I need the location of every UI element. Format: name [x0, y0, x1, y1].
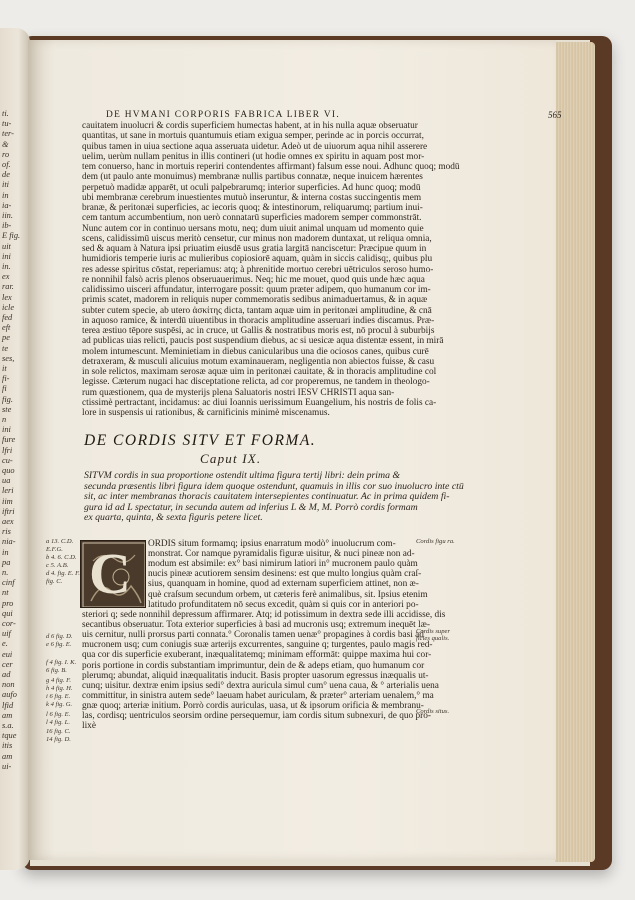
text-line: res adesse spiritus cōstat, reperiamus: atq; à phrenitide mortuo cerebri uētriculos seroso humo- — [82, 264, 434, 275]
margin-note: 16 fig. C. — [46, 728, 71, 735]
left-page-fragment: non — [2, 680, 15, 690]
left-page-fragment: ro — [2, 149, 10, 159]
text-line: humidioris temperie iuris ac mulieribus copiosiorē aquam, quàm in siccis calidisq;, quibus plu — [82, 254, 433, 265]
text-line: ORDIS situm formamq; ipsius enarratum modò° inuolucrum com- — [148, 539, 396, 549]
text-line: lixè — [82, 721, 96, 732]
text-line: quibus tamen in uiua sectione aqua asseruata uidetur. Adeò ut de uiuorum aqua nihil asserere — [82, 141, 428, 152]
chapter-number: Caput IX. — [200, 451, 262, 466]
margin-note: l 4 fig. L. — [46, 719, 70, 726]
left-page-fragment: leri — [2, 486, 14, 496]
margin-note: E.F.G. — [46, 546, 63, 553]
left-page-fragment: ini — [2, 425, 11, 435]
text-line: in sole relictos, maximam serosæ aquæ uim in peritonæi cauitate, & in thoracis amplitudine col — [82, 367, 437, 377]
left-page-fragment: nt — [2, 588, 9, 598]
text-line: cauitatem inuolucri & cordis superficiem humectas habent, at in his nulla aquæ obseruatur — [82, 121, 418, 131]
margin-note: 6 fig. B. — [46, 667, 67, 674]
left-page-fragment: uit — [2, 241, 11, 251]
left-page-fragment: fed — [2, 313, 13, 322]
margin-note: c 5. A.B. — [46, 562, 69, 569]
left-page-fragment: pro — [2, 598, 14, 608]
text-line: perpetuò madidæ apparēt, ut oculi palpebrarumq; interior superficies. Ad hunc quoq; modū — [82, 182, 421, 193]
margin-note: a 13. C.D. — [46, 538, 74, 545]
left-page-fragment: ini — [2, 251, 11, 261]
text-line: qua cor dis superficie exuberant, inæqualitatemq; minimam efformāt: quippe maxima hui cor- — [82, 650, 432, 661]
text-line: sit, ac inter membranas thoracis cauitatem intersepientes continuatur. Ac in prima quidem fi- — [84, 491, 450, 502]
text-line: uis cernitur, nulli prorsus parti connata.° Coronalis tamen uenæ° propagines à cordis basi ad — [82, 630, 424, 641]
text-line: monstrat. Cor namque pyramidalis figuræ uisitur, & nuci pineæ non ad- — [148, 549, 415, 560]
text-line: calidissimo uisceri affundatur, interrogare possit: quum præter adipem, quo humanum cor im- — [82, 285, 431, 295]
left-page-fragment: ex — [2, 272, 10, 282]
left-page-fragment: pe — [2, 333, 10, 343]
text-line: molem intumescunt. Meminietiam in diebus canicularibus una die ociosos canes, quibus curē — [82, 346, 429, 357]
left-page-fragment: te — [2, 343, 9, 353]
left-page-fragment: cor- — [2, 619, 16, 628]
text-line: secunda præsentis libri figura idem quoque ostendunt, quamuis in illis cor suo inuolucro inte ctū — [84, 480, 464, 492]
margin-note: Cordis figu ra. — [416, 538, 455, 545]
text-line: gura id ad L spectatur, in secunda autem ad inferius L & M, M. Porrò cordis formam — [84, 501, 418, 513]
left-page-fragment: cu- — [2, 455, 13, 465]
margin-note: h 4 fig. H. — [46, 685, 73, 692]
left-page-fragment: icle — [2, 302, 15, 312]
text-line: dem (ut paulo ante monuimus) membranæ nullis partibus connatæ, neque inuicem hærentes — [82, 172, 423, 183]
left-page-fragment: de — [2, 170, 10, 180]
left-page-fragment: quo — [2, 466, 15, 475]
left-page-fragment: n. — [2, 568, 9, 577]
text-line: in aquoso ramice, & interdū uiuentibus in thoracis amplitudine asseruari indies discamus. Præ- — [82, 315, 435, 326]
left-page-fragment: in — [2, 190, 9, 200]
text-line: las, cordisq; uentriculos seorsim ordine persequemur, iam cordis situm subnexuri, de quo pro- — [82, 711, 431, 721]
left-page-fragment: ti. — [2, 109, 9, 118]
text-line: sed & aquam à Natura ipsi priuatim eiusdē usus gratia largitā nanciscetur: Præcipue quum in — [82, 244, 427, 254]
left-page-fragment: fig. — [2, 394, 13, 404]
left-page-fragment: iftri — [2, 506, 15, 516]
text-line: scens, calidissimū uiscus meritò censetur, cur minus non madorem duntaxat, ut reliqua omnia, — [82, 233, 432, 244]
text-line: re nonnihil falsò acris plenos obseruauerimus. Neq; hic me mouet, quod quis unde hæc aqua — [82, 274, 425, 285]
text-line: primis scatet, madorem in reliquis nuper commemoratis sedibus animaduertamus, & in aquæ — [82, 295, 428, 306]
text-line: lore in suspensis ui rationibus, & carnificinis minimè miscenamus. — [82, 408, 330, 418]
left-page-fragment: nia- — [2, 537, 16, 547]
margin-note: e 6 fig. E. — [46, 641, 72, 648]
page-number: 565 — [548, 110, 562, 120]
decorated-initial — [80, 540, 146, 608]
left-page-fragment: fure — [2, 435, 16, 445]
text-line: ubi membranæ cerebrum inuestientes mutuò inseruntur, & interna costas succingentis mem — [82, 192, 422, 203]
margin-note: g 4 fig. F. — [46, 677, 71, 684]
text-line: latitudo profunditatem nō secus excedit, quàm si quis cor in anteriori po- — [148, 599, 419, 610]
left-page-fragment: ad — [2, 670, 11, 679]
text-line: rum quæstionem, qua de mysterijs plena Saluatoris nostri IESV CHRISTI aqua san- — [82, 387, 395, 398]
left-page-fragment: fi — [2, 384, 7, 394]
left-page-fragment: lfid — [2, 700, 14, 710]
text-line: plerumq; abundat, aliquid inæqualitatis inducit. Basis propter uasorum egressus inæqualis ut- — [82, 670, 429, 681]
margin-note: f 4 fig. I. K. — [46, 659, 77, 666]
text-line: branæ, & peritonæi superficies, ac iecoris quoq; & intestinorum, reliquarumq; partium inui- — [82, 203, 423, 213]
margin-note: d 6 fig. D. — [46, 633, 73, 640]
left-page-fragment: cer — [2, 659, 13, 669]
left-page-fragment: tu- — [2, 119, 12, 129]
left-page-fragment: E fig. — [2, 231, 21, 241]
text-line: legisse. Cæterum nugaci hac disceptatione relicta, ad cor properemus, ne tandem in theologo- — [82, 377, 430, 388]
text-line: cunq; uisitur. dextræ enim ipsius sedi° dextra auricula simul cum° uena caua, & ° arterialis uena — [82, 680, 439, 691]
left-page-fragment: aex — [2, 517, 14, 526]
text-line: ad publicas uias relicti, paucis post suspendium diebus, ac si uesicæ aqua distentæ essent, in mirā — [82, 336, 444, 347]
left-page-fragment: am — [2, 710, 13, 720]
text-line: sius, quanquam in homine, quod ad externam superficiem attinet, non æ- — [148, 579, 419, 590]
left-page-fragment: in. — [2, 262, 11, 271]
left-page — [0, 28, 30, 870]
text-line: quantitas, ut sane in mortuis quantumuis etiam exigua semper, perinde ac in porcis occurrat, — [82, 131, 424, 142]
left-page-fragment: ua — [2, 476, 11, 486]
initial-letter: C — [89, 541, 131, 606]
left-page-fragment: ia- — [2, 200, 12, 210]
left-page-fragment: eui — [2, 649, 13, 659]
text-line: committitur, in sinistra autem sede° laeuam habet auriculam, & præter° arteriam uenalem,° ma — [82, 690, 434, 701]
left-page-fragment: rar. — [2, 282, 14, 292]
left-page-fragment: uif — [2, 629, 11, 639]
running-head: DE HVMANI CORPORIS FABRICA LIBER VI. — [106, 110, 340, 120]
left-page-fragment: ib- — [2, 221, 12, 231]
margin-note: b 4. 6. C.D. — [46, 554, 77, 561]
left-page-fragment: lex — [2, 292, 12, 302]
text-line: modum est absimile: ex° basi nimirum latiori in° mucronem paulo quàm — [148, 559, 418, 570]
text-line: tem conuerso, hanc in mortuis reperiri contendentes affirmant) falsum esse noui. Adhunc quoq; modū — [82, 162, 460, 172]
left-page-fragment: itis — [2, 741, 13, 751]
margin-note: 14 fig. D. — [46, 736, 71, 743]
margin-note: i 6 fig. E. — [46, 693, 71, 700]
left-page-fragment: of. — [2, 160, 11, 169]
left-page-fragment: ste — [2, 404, 12, 414]
left-page-fragment: cinf — [2, 578, 15, 588]
margin-note: fig. C. — [46, 578, 63, 585]
left-page-fragment: ses, — [2, 353, 15, 363]
left-page-fragment: tque — [2, 731, 17, 741]
text-line: SITVM cordis in sua proportione ostendit ultima figura tertij libri: dein prima & — [84, 470, 401, 481]
text-line: steriori q; sede nonnihil depressum affirmarer. Atq; id potissimum in dextra sede illi accidisse, dis — [82, 610, 446, 620]
text-line: nucis pineæ acutiorem sensim desinens: est que multo longius quàm craſ- — [148, 569, 422, 580]
margin-note: Cordis super ficies qualis. — [416, 628, 451, 643]
left-page-fragment: ter- — [2, 129, 14, 139]
left-page-fragment: ui- — [2, 761, 12, 771]
text-line: gnæ quoq; arteriæ initium. Porrò cordis auriculas, uasa, ut & ipsorum orificia & membranu- — [82, 700, 424, 711]
text-line: mucronem usq; cum coniugis suæ arterijs excurrentes, sanguine q; turgentes, paulo magis red- — [82, 640, 433, 651]
left-page-fragment: am — [2, 751, 13, 761]
margin-note: l 6 fig. E. — [46, 711, 71, 718]
margin-note: Cordis situs. — [416, 708, 450, 715]
left-page-fragment: iim — [2, 496, 13, 506]
left-page-fragment: pa — [2, 557, 11, 567]
left-page-fragment: e. — [2, 639, 8, 649]
text-line: subter cutem specie, ab utero ἀσκίτης dicta, tantam aquæ uim in peritonæi amplitudine, & cnā — [82, 305, 432, 316]
left-page-fragment: & — [2, 139, 9, 149]
text-line: què craſsum secundum orbem, ut cæteris ferè animalibus, sit. Ipsius etenim — [148, 589, 428, 600]
text-line: uelim, uerùm nullam penitus in illis contineri (ut hodie omnes ex spiritu in aquam post mor- — [82, 151, 425, 162]
left-page-fragment: s.a. — [2, 721, 14, 730]
left-page-fragment: it — [2, 364, 7, 373]
left-page-fragment: qui — [2, 608, 13, 618]
left-page-fragment: aufo — [2, 690, 17, 700]
left-page-fragment: lfri — [2, 445, 13, 455]
text-line: Nunc autem cor in continuo uersans motu, neq; dum uiuit animal unquam ud momento quie — [82, 223, 424, 234]
left-page-fragment: ris — [2, 527, 11, 537]
left-page-fragment: eft — [2, 323, 11, 333]
left-page-fragment: fi- — [2, 374, 10, 384]
text-line: poris portione in cordis substantiam imprimuntur, dein de & adeps etiam, quo humanum cor — [82, 660, 425, 671]
page-edges — [555, 42, 595, 862]
text-line: ctissimè pertractant, incidamus: ac diui Ioannis uerissimum Euangelium, his nostris de folis ca- — [82, 397, 437, 408]
text-line: ex quarta, quinta, & sexta figuris petere licet. — [84, 512, 263, 523]
left-page-fragment: in — [2, 547, 9, 557]
left-page-fragment: iti — [2, 180, 9, 190]
margin-note: k 4 fig. G. — [46, 701, 73, 708]
left-page-fragment: n — [2, 415, 7, 424]
margin-note: d 4. fig. E. F. — [46, 570, 80, 577]
text-line: detraxeram, & musculi alicuius motum examinaueram, negligentia non abiectos fuisse, & casu — [82, 356, 435, 367]
text-line: terea æstiuo tēpore suspēsi, ac in cruce, ut Gallis & nostratibus moris est, nō procul à suburbijs — [82, 326, 435, 336]
text-line: cem tantum accumbentium, non uerò connatarū superficies madorem semper commonstrāt. — [82, 213, 422, 224]
left-page-fragment: iin. — [2, 211, 13, 220]
text-line: secantibus obseruatur. Tota exterior superficies à basi ad mucronis usq; extremum inequēt læ- — [82, 620, 430, 631]
chapter-heading: DE CORDIS SITV ET FORMA. — [84, 432, 317, 449]
